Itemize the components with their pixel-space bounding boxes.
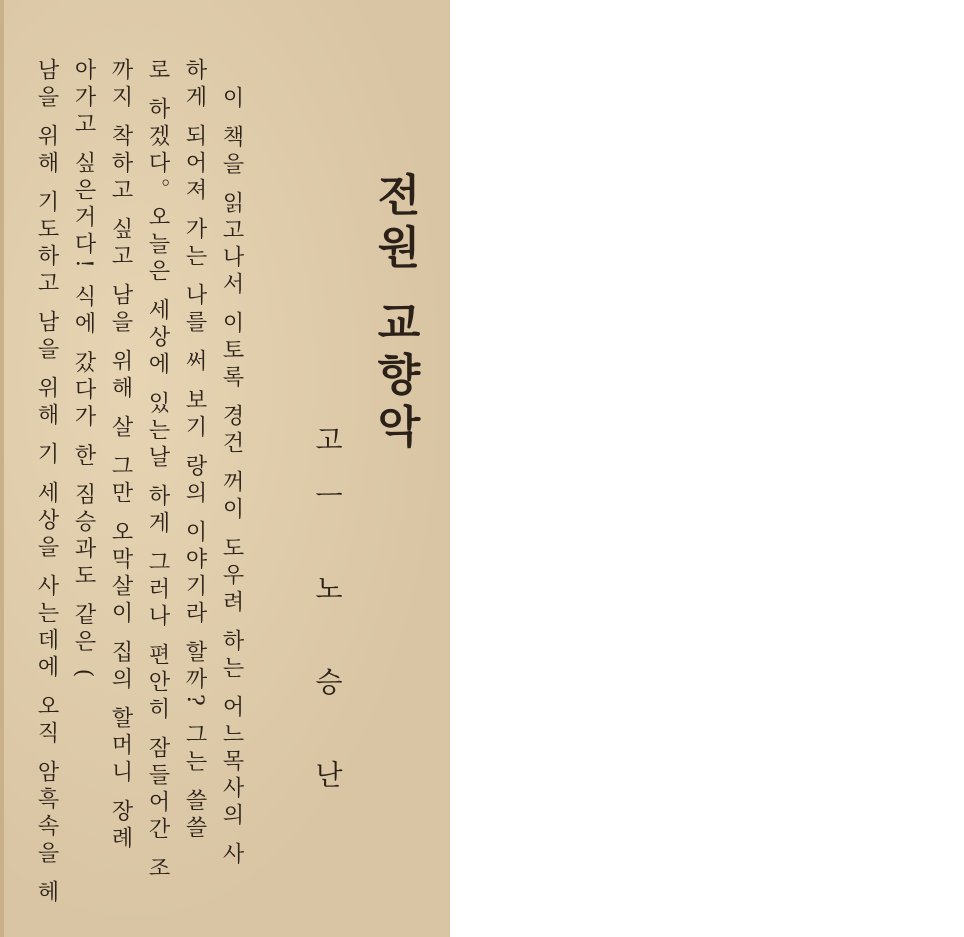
body-column-1: 이 책을 읽고나서 이토록 경건 꺼이 도우려 하는 어느목사의 사 [219, 86, 244, 869]
article-author: 고ㅡ 노 승 난 [311, 425, 344, 816]
page-edge [0, 0, 4, 937]
body-column-2: 하게 되어져 가는 나를 써 보기 랑의 이야기라 할까? 그는 쓸쓸 [182, 58, 207, 843]
book-page [0, 0, 450, 937]
body-column-3: 로 하겠다。오늘은 세상에 있는날 하게 그러나 편안히 잠들어간 조 [145, 58, 170, 883]
body-column-4: 까지 착하고 싶고 남을 위해 살 그만 오막살이 집의 할머니 장례 [108, 58, 133, 853]
body-column-6: 남을 위해 기도하고 남을 위해 기 세상을 사는데에 오직 암흑속을 헤 [34, 58, 59, 907]
body-column-5: 아가고 싶은거다! 식에 갔다가 한 짐승과도 같은 ( [71, 58, 96, 683]
blank-area [450, 0, 964, 937]
article-title: 전원 교향악 [369, 172, 420, 456]
